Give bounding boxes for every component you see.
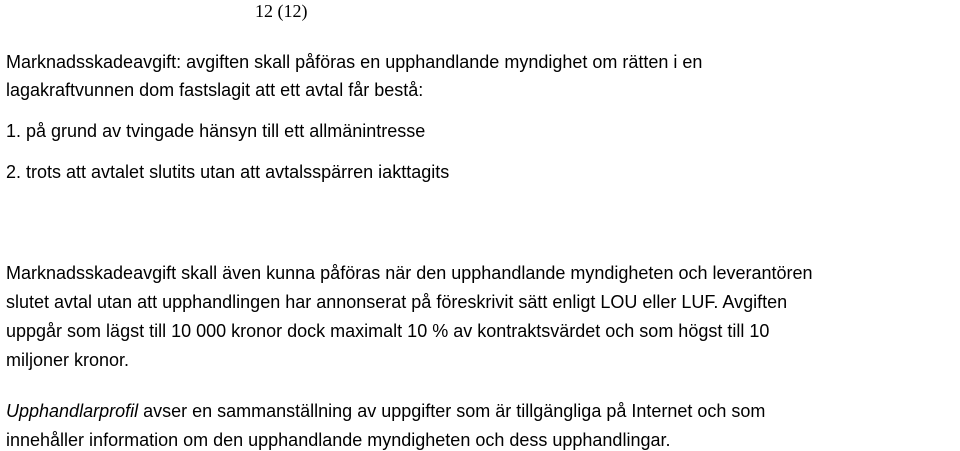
market-damage-fee-line-1: Marknadsskadeavgift: avgiften skall påföras en upphandlande myndighet om rätten i en [6,52,703,72]
condition-item-1: 1. på grund av tvingade hänsyn till ett allmänintresse [6,121,426,141]
procurement-profile-line-1 [6,400,765,422]
condition-item-2: 2. trots att avtalet slutits utan att avtalsspärren iakttagits [6,162,450,182]
procurement-profile-line-2: innehåller information om den upphandlande myndigheten och dess upphandlingar. [6,430,671,450]
page-number: 12 (12) [255,1,308,21]
fee-details-line-4: miljoner kronor. [6,350,130,370]
fee-details-line-2: slutet avtal utan att upphandlingen har annonserat på föreskrivit sätt enligt LOU eller LUF. Avgiften [6,292,788,312]
procurement-profile-term: Upphandlarprofil [6,401,139,421]
procurement-profile-definition: avser en sammanställning av uppgifter som är tillgängliga på Internet och som [138,401,766,421]
fee-details-line-1: Marknadsskadeavgift skall även kunna påföras när den upphandlande myndigheten och leverantören [6,263,813,283]
market-damage-fee-line-2: lagakraftvunnen dom fastslagit att ett avtal får bestå: [6,80,424,100]
fee-details-line-3: uppgår som lägst till 10 000 kronor dock maximalt 10 % av kontraktsvärdet och som högst till 10 [6,321,770,341]
